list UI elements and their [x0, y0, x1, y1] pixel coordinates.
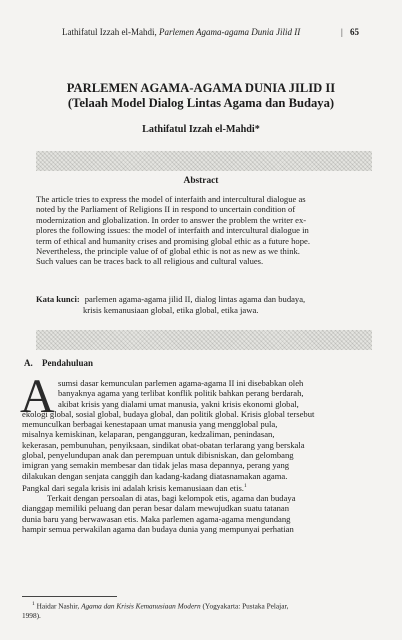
article-title: PARLEMEN AGAMA-AGAMA DUNIA JILID II	[66, 81, 336, 95]
abstract-line: Such values can be traces back to all religious and cultural values.	[36, 256, 264, 267]
body-line: hampir semua perwakilan agama dan budaya dunia yang mempunyai perhatian	[22, 524, 294, 535]
body-line: imigran yang semakin membesar dan tidak jelas masa depannya, perang yang	[22, 460, 290, 471]
body-line: memunculkan berbagai kenestapaan umat manusia yang mengglobal pula,	[22, 419, 278, 430]
footnote-reference: 1	[243, 482, 247, 489]
body-line: sumsi dasar kemunculan parlemen agama-agama II ini disebabkan oleh	[58, 378, 304, 388]
keywords-line: parlemen agama-agama jilid II, dialog lintas agama dan budaya,	[84, 294, 306, 304]
body-line: dunia baru yang berwawasan etis. Maka parlemen agama-agama mengundang	[22, 513, 291, 524]
article-author: Lathifatul Izzah el-Mahdi*	[142, 124, 260, 135]
body-line: kekerasan, pembunuhan, penyiksaan, sindikat obat-obatan terlarang yang berskala	[22, 439, 305, 450]
abstract-line: plores the following issues: the model of interfaith and intercultural dialogue in	[36, 225, 309, 236]
body-line: misalnya kemiskinan, kelaparan, pengangguran, kedzaliman, penindasan,	[22, 429, 275, 440]
footnote-marker: 1	[32, 601, 35, 607]
running-head	[62, 27, 382, 38]
running-head-journal: Parlemen Agama-agama Dunia Jilid II	[158, 27, 301, 37]
footnote-author: Haidar Nashir,	[36, 601, 80, 611]
abstract-line: Nevertheless, the principle value of of global ethic is not as new as we think.	[36, 246, 300, 257]
abstract-line: term of ethical and humanity crises and promising global ethic as a future hope.	[36, 235, 310, 246]
section-title: Pendahuluan	[42, 358, 94, 368]
footnote	[22, 600, 382, 620]
abstract-line: modernization and globalization. In order to answer the problem the writer ex-	[36, 214, 307, 225]
body-line: ekologi global, sosial global, budaya global, dan politik global. Krisis global tersebut	[22, 408, 315, 419]
drop-cap: A	[20, 370, 55, 423]
footnote-divider	[22, 596, 117, 597]
abstract-line: noted by the Parliament of Religions II in respond to uncertain condition of	[36, 204, 296, 215]
running-head-author: Lathifatul Izzah el-Mahdi,	[62, 27, 157, 37]
keywords-label: Kata kunci:	[36, 294, 80, 304]
body-text	[22, 378, 380, 534]
body-line	[22, 481, 380, 493]
abstract-text	[36, 194, 372, 267]
body-line: global, penyelundupan anak dan perempuan untuk dibisniskan, dan gelombang	[22, 450, 294, 461]
footnote-year: 1998).	[22, 610, 41, 620]
abstract-heading: Abstract	[183, 176, 219, 186]
body-line: akibat krisis yang dialami umat manusia, yakni krisis ekonomi global,	[58, 398, 299, 409]
running-head-separator: |	[341, 27, 343, 37]
keywords-line: krisis kemanusiaan global, etika global, etika jawa.	[83, 305, 259, 315]
footnote-publisher: (Yogyakarta: Pustaka Pelajar,	[202, 601, 289, 611]
abstract-line: The article tries to express the model of interfaith and intercultural dialogue as	[36, 194, 306, 204]
body-line: dianggap memiliki peluang dan peran besar dalam mewujudkan suatu tatanan	[22, 503, 290, 514]
body-line: Terkait dengan persoalan di atas, bagi kelompok etis, agama dan budaya	[47, 493, 296, 504]
article-subtitle: (Telaah Model Dialog Lintas Agama dan Budaya)	[67, 96, 335, 110]
decorative-band-bottom	[36, 330, 372, 350]
section-heading	[24, 358, 93, 369]
body-line: dilakukan dengan senjata canggih dan kadang-kadang diatasnamakan agama.	[22, 470, 288, 481]
footnote-line	[22, 600, 382, 611]
section-number: A.	[24, 358, 33, 368]
page-number: 65	[350, 27, 359, 37]
body-line: banyaknya agama yang terlibat konflik politik bahkan perang berdarah,	[58, 388, 304, 399]
decorative-band-top	[36, 151, 372, 171]
body-line-text: Pangkal dari segala krisis ini adalah krisis kemanusiaan dan etis.	[22, 482, 244, 493]
footnote-book-title: Agama dan Krisis Kemanusiaan Modern	[81, 601, 201, 611]
